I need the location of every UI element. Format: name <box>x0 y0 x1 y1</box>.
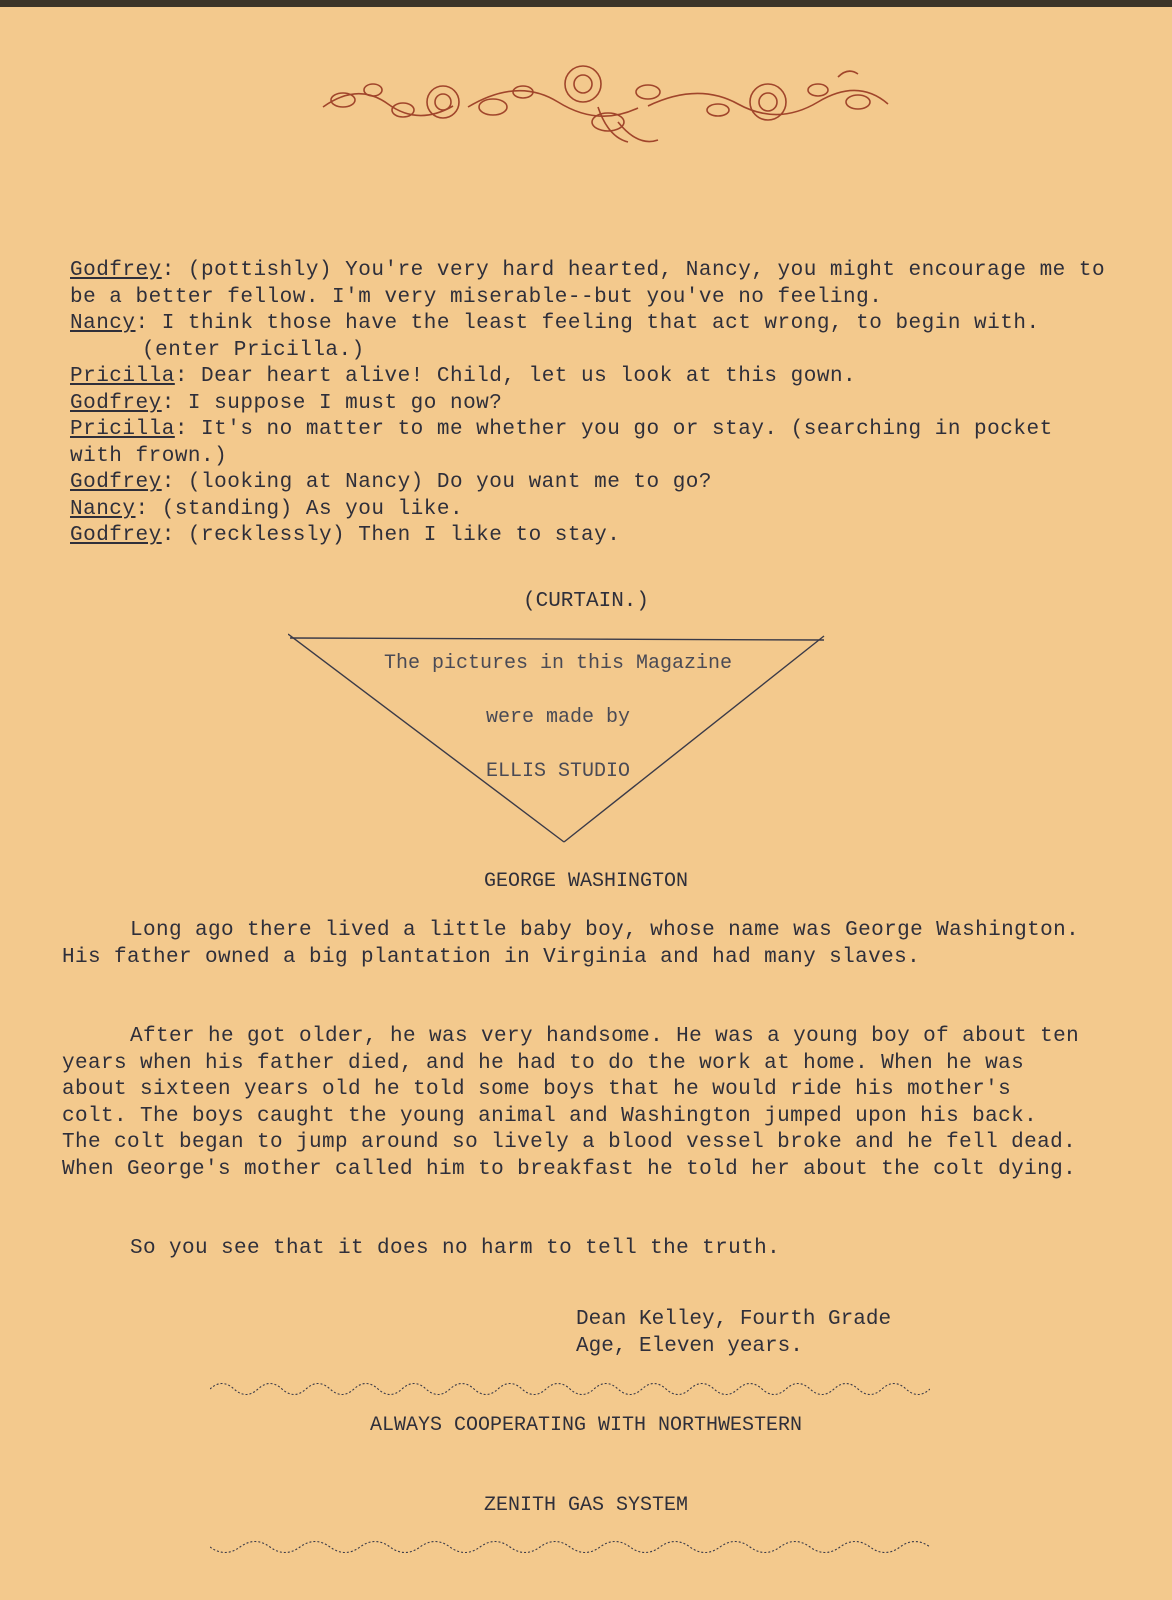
dialogue-text: Dear heart alive! Child, let us look at this gown. <box>187 365 857 388</box>
speaker-name: Pricilla <box>70 418 175 441</box>
script-line: Godfrey: (pottishly) You're very hard hearted, Nancy, you might encourage me to be a better fellow. I'm very miserable--but you've no feeling. <box>70 259 1106 309</box>
paragraph-text: So you see that it does no harm to tell the truth. <box>130 1237 781 1260</box>
dialogue-text: (standing) As you like. <box>148 497 464 521</box>
advertisement-company: ZENITH GAS SYSTEM <box>483 1494 689 1517</box>
story-paragraph <box>62 918 1082 971</box>
speaker-name: Godfrey <box>70 471 162 494</box>
story-paragraph <box>62 1024 1082 1183</box>
dotted-border-bottom <box>210 1534 930 1560</box>
script-line: Pricilla: It's no matter to me whether you go or stay. (searching in pocket with frown.) <box>70 418 1053 468</box>
dialogue-text: (pottishly) You're very hard hearted, Nancy, you might encourage me to be a better fellow. I'm very miserable--but you've no feeling. <box>70 259 1106 309</box>
speaker-name: Pricilla <box>70 365 175 388</box>
dialogue-text: It's no matter to me whether you go or stay. (searching in pocket with frown.) <box>70 418 1053 468</box>
speaker-name: Godfrey <box>70 259 162 282</box>
paragraph-text: After he got older, he was very handsome. He was a young boy of about ten years when his father died, and he had to do the work at home. When he was about sixteen years old he told some boys that he would ride his mother's colt. The boys caught the young animal and Washington jumped upon his back. The colt began to jump around so lively a blood vessel broke and he fell dead. When George's mother called him to breakfast he told her about the colt dying. <box>62 1025 1080 1181</box>
script-line: Godfrey: I suppose I must go now? <box>70 391 503 415</box>
dialogue-text: (looking at Nancy) Do you want me to go? <box>174 471 713 494</box>
curtain-direction: (CURTAIN.) <box>522 590 650 613</box>
credit-line-2: were made by <box>485 706 631 729</box>
speaker-name: Godfrey <box>70 524 162 547</box>
author-age: Age, Eleven years. <box>576 1335 803 1358</box>
story-title: GEORGE WASHINGTON <box>483 870 689 893</box>
credit-line-1: The pictures in this Magazine <box>383 652 733 675</box>
script-line: Godfrey: (recklessly) Then I like to stay. <box>70 524 621 547</box>
scan-edge <box>0 0 1172 7</box>
credit-studio-name: ELLIS STUDIO <box>485 760 631 783</box>
story-paragraph <box>62 1236 1082 1263</box>
paragraph-text: Long ago there lived a little baby boy, whose name was George Washington. His father owned a big plantation in Virginia and had many slaves. <box>62 919 1080 969</box>
script-line: Godfrey: (looking at Nancy) Do you want me to go? <box>70 471 713 494</box>
script-line: Nancy: I think those have the least feeling that act wrong, to begin with. <box>70 312 1040 335</box>
author-name: Dean Kelley, Fourth Grade <box>576 1308 892 1331</box>
dialogue-text: I suppose I must go now? <box>174 391 503 415</box>
stage-direction: (enter Pricilla.) <box>142 338 365 362</box>
author-signature <box>576 1306 891 1360</box>
dialogue-text: (recklessly) Then I like to stay. <box>174 524 621 547</box>
play-script <box>70 258 1110 550</box>
advertisement-line: ALWAYS COOPERATING WITH NORTHWESTERN <box>369 1414 803 1437</box>
speaker-name: Nancy <box>70 312 136 335</box>
floral-ornament <box>318 62 894 152</box>
script-line: Nancy: (standing) As you like. <box>70 497 464 521</box>
dialogue-text: I think those have the least feeling that act wrong, to begin with. <box>148 312 1040 335</box>
speaker-name: Godfrey <box>70 391 162 415</box>
dotted-border-top <box>210 1376 930 1402</box>
script-line: Pricilla: Dear heart alive! Child, let us look at this gown. <box>70 365 857 388</box>
speaker-name: Nancy <box>70 497 136 521</box>
